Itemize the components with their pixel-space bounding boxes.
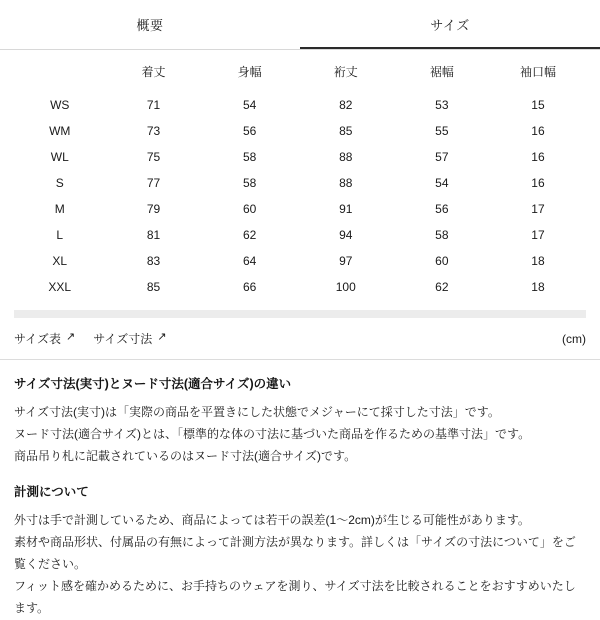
cell-length: 71	[146, 98, 161, 112]
cell-width: 66	[242, 280, 257, 294]
cell-cuff-width: 18	[531, 280, 545, 294]
table-row	[14, 170, 586, 196]
tab-bar	[0, 0, 600, 50]
table-row	[14, 118, 586, 144]
cell-width: 58	[242, 176, 257, 190]
section-title-measurement: 計測について	[14, 484, 89, 499]
cell-cuff-width: 17	[531, 228, 545, 242]
row-size-label: M	[54, 202, 65, 216]
table-row	[14, 274, 586, 300]
row-size-label: XXL	[48, 280, 72, 294]
cell-length: 81	[146, 228, 161, 242]
table-header-cuff-width: 袖口幅	[519, 64, 556, 79]
table-header-length: 着丈	[141, 64, 166, 79]
cell-cuff-width: 16	[531, 176, 545, 190]
cell-hem-width: 55	[435, 124, 449, 138]
section-paragraph: サイズ寸法(実寸)は「実際の商品を平置きにした状態でメジャーにて採寸した寸法」です。	[14, 405, 500, 419]
cell-length: 85	[146, 280, 161, 294]
row-size-label: S	[55, 176, 64, 190]
cell-hem-width: 62	[435, 280, 449, 294]
size-table	[14, 50, 586, 300]
cell-sleeve-length: 91	[339, 202, 353, 216]
link-size-measurements[interactable]	[93, 330, 166, 347]
table-header-row	[14, 50, 586, 92]
cell-sleeve-length: 85	[339, 124, 353, 138]
link-size-chart[interactable]	[14, 330, 75, 347]
tab-overview-label: 概要	[136, 18, 164, 33]
cell-sleeve-length: 100	[335, 280, 356, 294]
cell-length: 73	[146, 124, 161, 138]
size-table-head	[14, 50, 586, 92]
cell-cuff-width: 16	[531, 124, 545, 138]
cell-hem-width: 56	[435, 202, 449, 216]
link-size-chart-label: サイズ表	[14, 332, 62, 346]
cell-sleeve-length: 97	[339, 254, 353, 268]
table-row	[14, 248, 586, 274]
tab-size-label: サイズ	[430, 18, 470, 33]
table-row	[14, 222, 586, 248]
cell-width: 54	[242, 98, 257, 112]
cell-cuff-width: 17	[531, 202, 545, 216]
cell-length: 83	[146, 254, 161, 268]
cell-length: 77	[146, 176, 161, 190]
cell-length: 75	[146, 150, 161, 164]
cell-cuff-width: 18	[531, 254, 545, 268]
cell-length: 79	[146, 202, 161, 216]
cell-width: 58	[242, 150, 257, 164]
row-size-label: L	[56, 228, 64, 242]
section-paragraph: 商品吊り札に記載されているのはヌード寸法(適合サイズ)です。	[14, 449, 357, 464]
cell-sleeve-length: 82	[339, 98, 353, 112]
table-row	[14, 196, 586, 222]
row-size-label: XL	[52, 254, 68, 268]
cell-sleeve-length: 88	[339, 176, 353, 190]
size-table-body	[14, 92, 586, 300]
size-table-wrap	[0, 50, 600, 300]
cell-sleeve-length: 88	[339, 150, 353, 164]
table-header-sleeve-length: 裄丈	[333, 64, 358, 79]
cell-width: 56	[242, 124, 257, 138]
cell-hem-width: 53	[435, 98, 449, 112]
section-gap	[14, 468, 586, 482]
info-content	[0, 360, 600, 620]
table-row	[14, 144, 586, 170]
cell-hem-width: 54	[435, 176, 449, 190]
cell-width: 60	[242, 202, 257, 216]
tab-size[interactable]	[300, 0, 600, 49]
external-link-arrow-icon: ↗	[157, 331, 167, 343]
link-size-measurements-label: サイズ寸法	[93, 332, 153, 346]
section-paragraph: 素材や商品形状、付属品の有無によって計測方法が異なります。詳しくは「サイズの寸法について」をご覧ください。	[14, 534, 576, 571]
table-header-hem-width: 裾幅	[429, 64, 454, 79]
section-title-difference: サイズ寸法(実寸)とヌード寸法(適合サイズ)の違い	[14, 377, 292, 391]
unit-label: (cm)	[562, 331, 586, 346]
links-row	[0, 318, 600, 357]
tab-overview[interactable]	[0, 0, 300, 49]
table-bottom-rule	[14, 310, 586, 318]
table-header-corner	[14, 50, 106, 92]
section-paragraph: ヌード寸法(適合サイズ)とは、「標準的な体の寸法に基づいた商品を作るための基準寸法」です。	[14, 427, 531, 442]
cell-cuff-width: 16	[531, 150, 545, 164]
cell-hem-width: 58	[435, 228, 449, 242]
external-link-arrow-icon: ↗	[66, 331, 76, 343]
row-size-label: WS	[50, 98, 70, 112]
cell-width: 62	[242, 228, 257, 242]
cell-hem-width: 60	[435, 254, 449, 268]
section-paragraph: フィット感を確かめるために、お手持ちのウェアを測り、サイズ寸法を比較されることをおすすめいたします。	[14, 579, 576, 616]
table-row	[14, 92, 586, 118]
section-paragraph: 外寸は手で計測しているため、商品によっては若干の誤差(1〜2cm)が生じる可能性があります。	[14, 512, 530, 527]
row-size-label: WM	[49, 124, 71, 138]
cell-width: 64	[242, 254, 257, 268]
cell-cuff-width: 15	[531, 98, 545, 112]
cell-hem-width: 57	[435, 150, 449, 164]
row-size-label: WL	[50, 150, 69, 164]
table-header-width: 身幅	[237, 64, 262, 79]
cell-sleeve-length: 94	[339, 228, 353, 242]
